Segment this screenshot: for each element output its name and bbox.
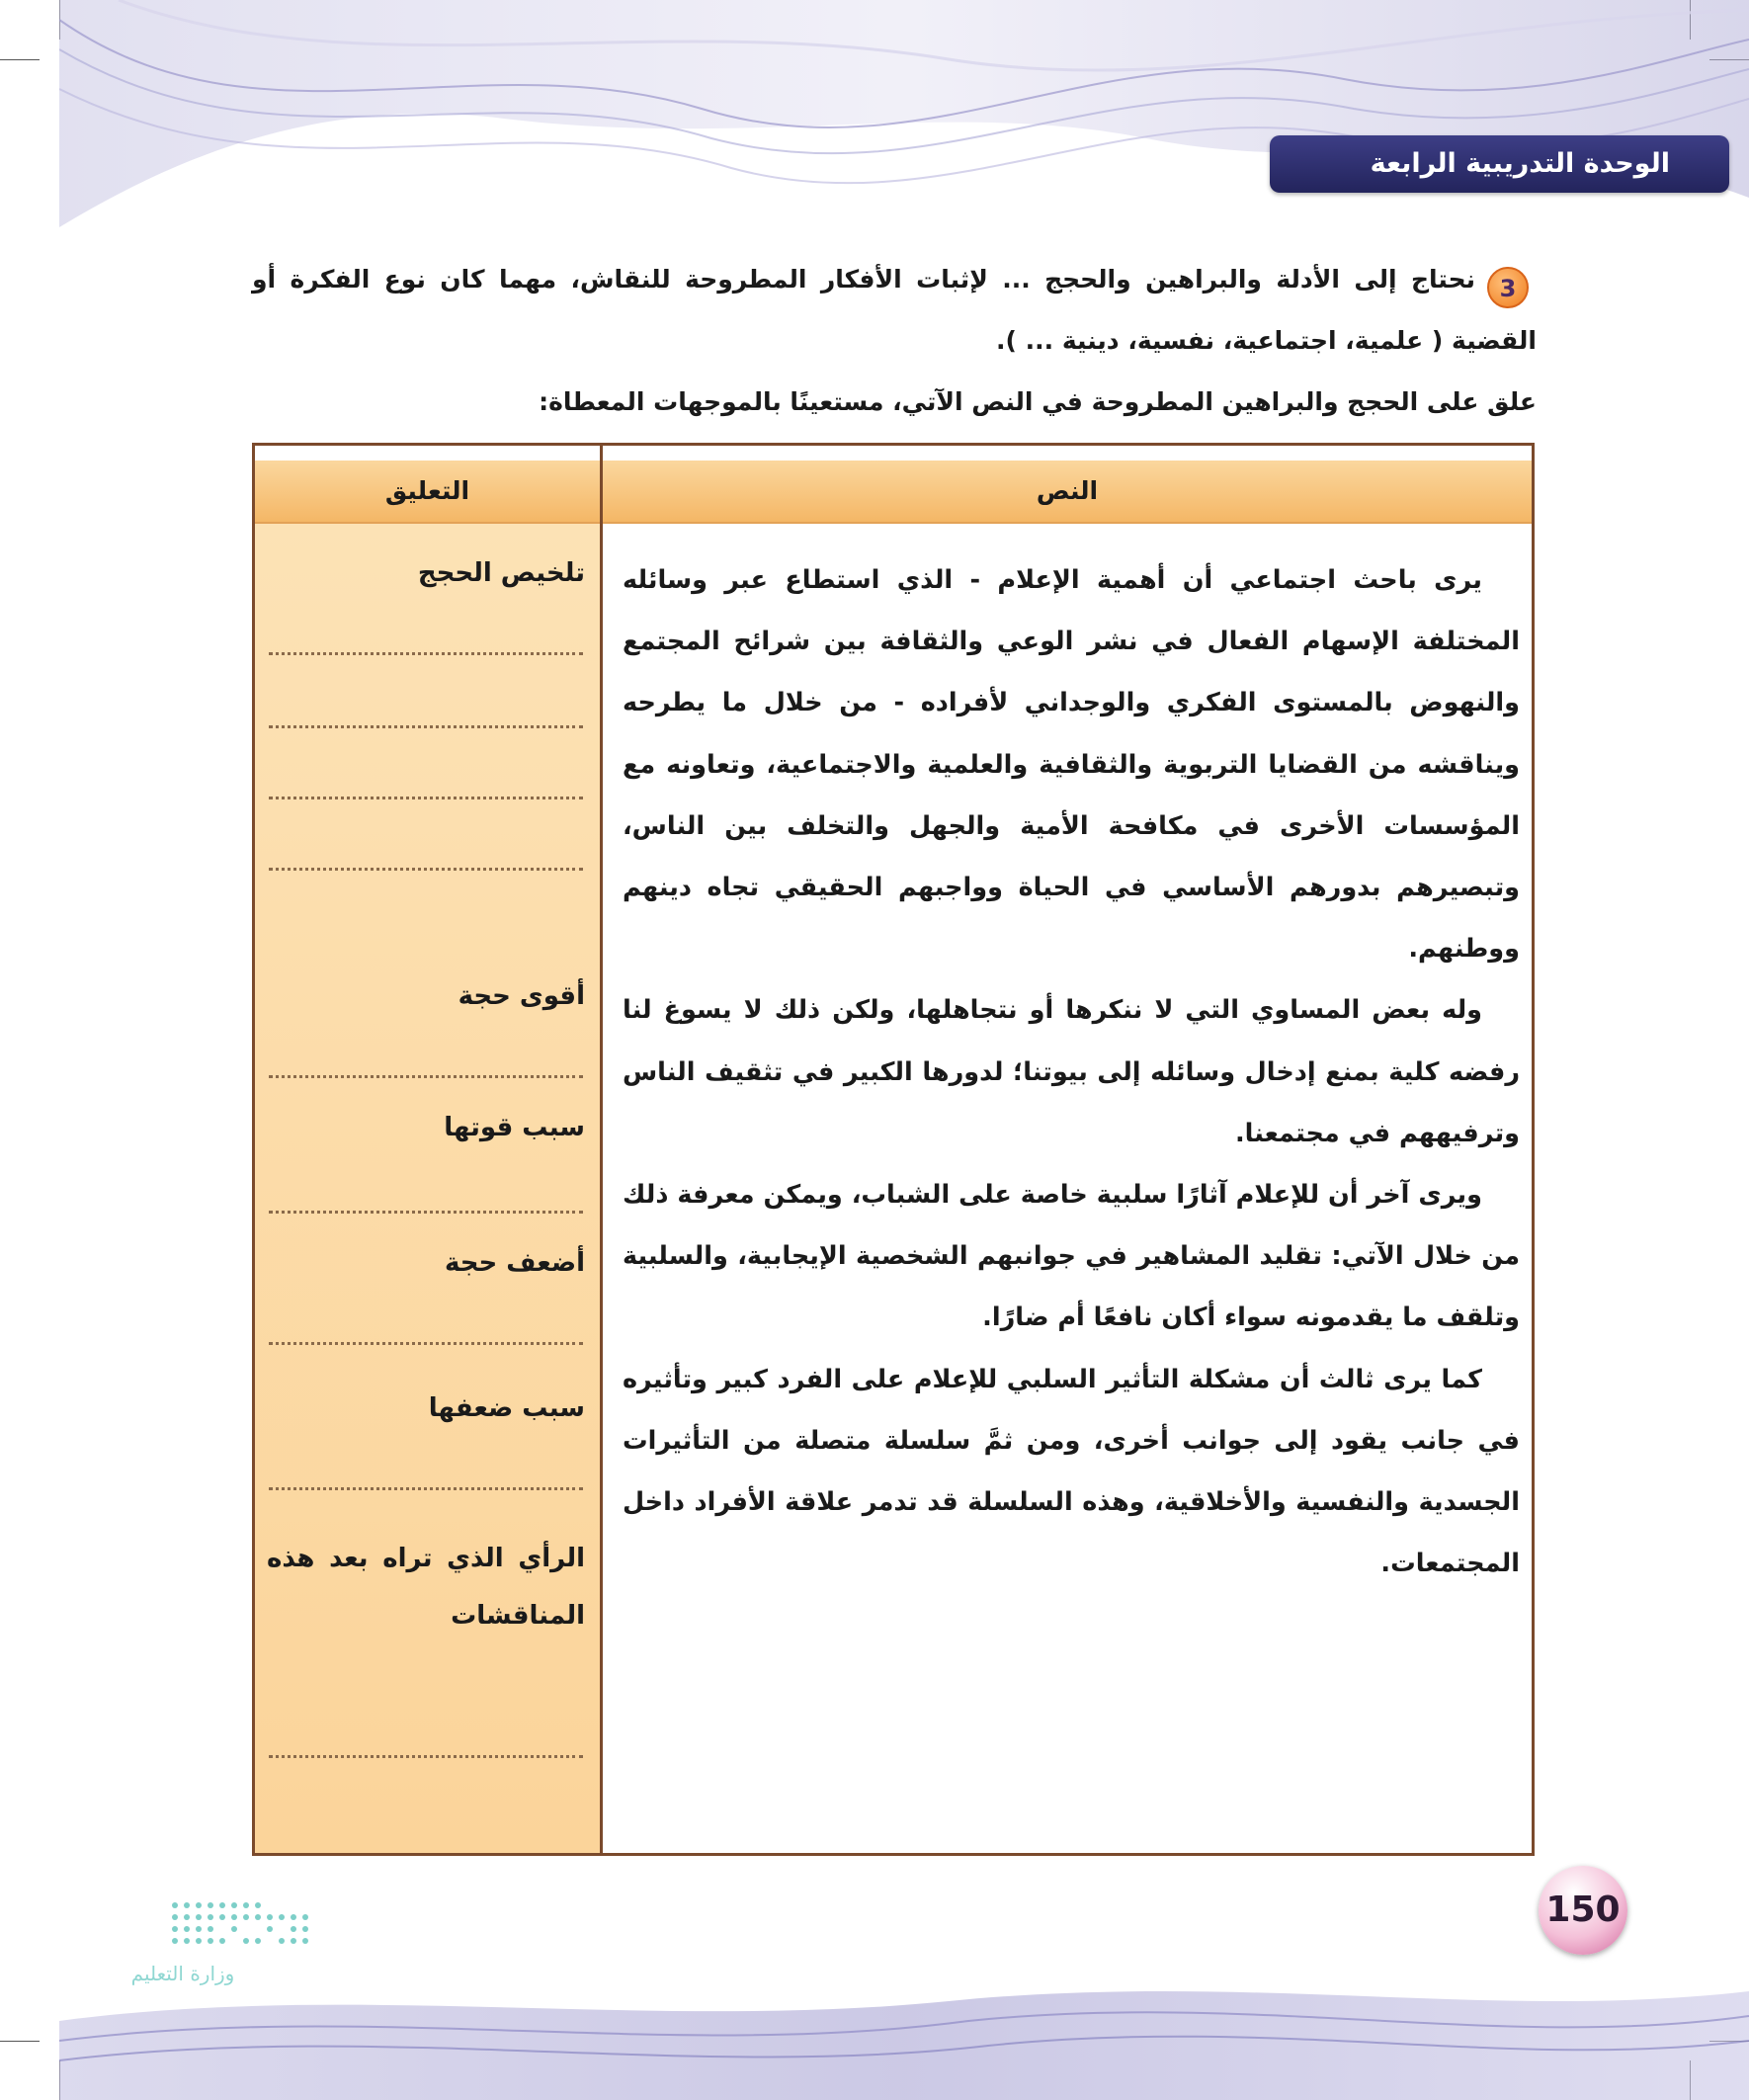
header-comment-column: التعليق — [384, 476, 470, 505]
page-number: 150 — [1539, 1866, 1627, 1955]
answer-line[interactable] — [269, 652, 583, 655]
question-line-1: نحتاج إلى الأدلة والبراهين والحجج ... لإثبات الأفكار المطروحة للنقاش، مهما كان نوع الفكرة أو — [252, 265, 1475, 294]
unit-title-banner: الوحدة التدريبية الرابعة — [1270, 135, 1729, 193]
question-instruction: علق على الحجج والبراهين المطروحة في النص الآتي، مستعينًا بالموجهات المعطاة: — [539, 387, 1537, 416]
answer-line[interactable] — [269, 1487, 583, 1490]
passage-paragraph: كما يرى ثالث أن مشكلة التأثير السلبي للإعلام على الفرد كبير وتأثيره في جانب يقود إلى جوانب أخرى، ومن ثمَّ سلسلة متصلة من التأثيرات الجسدية والنفسية والأخلاقية، وهذه السلسلة قد تدمر علاقة الأفراد داخل المجتمعات. — [623, 1364, 1520, 1579]
column-divider — [600, 443, 603, 1856]
label-opinion: الرأي الذي تراه بعد هذه المناقشات — [267, 1544, 585, 1631]
ministry-name: وزارة التعليم — [130, 1962, 235, 1985]
crop-mark — [0, 59, 40, 60]
header-wave-decoration — [59, 0, 1749, 257]
answer-line[interactable] — [269, 1075, 583, 1078]
answer-line[interactable] — [269, 1342, 583, 1345]
passage-paragraph: يرى باحث اجتماعي أن أهمية الإعلام - الذي استطاع عبر وسائله المختلفة الإسهام الفعال في نشر الوعي والثقافة بين شرائح المجتمع والنهوض بالمستوى الفكري والوجداني لأفراده - من خلال ما يطرحه ويناقشه من القضايا التربوية والثقافية والعلمية والاجتماعية، وتعاونه مع المؤسسات الأخرى في مكافحة الأمية والجهل والتخلف بين الناس، وتبصيرهم بدورهم الأساسي في الحياة وواجبهم الحقيقي تجاه دينهم ووطنهم. — [623, 565, 1520, 965]
answer-line[interactable] — [269, 1755, 583, 1758]
footer-wave-decoration — [59, 1962, 1749, 2100]
answer-line[interactable] — [269, 797, 583, 799]
answer-line[interactable] — [269, 725, 583, 728]
label-strongest: أقوى حجة — [458, 981, 585, 1011]
answer-line[interactable] — [269, 868, 583, 871]
question-number-badge: 3 — [1487, 267, 1529, 308]
passage-paragraph: وله بعض المساوي التي لا ننكرها أو نتجاهلها، ولكن ذلك لا يسوغ لنا رفضه كلية بمنع إدخال وسائله إلى بيوتنا؛ لدورها الكبير في تثقيف الناس وترفيههم في مجتمعنا. — [623, 995, 1520, 1148]
question-line-2: القضية ( علمية، اجتماعية، نفسية، دينية ... ). — [996, 326, 1537, 355]
label-strong-reason: سبب قوتها — [444, 1113, 585, 1142]
label-weak-reason: سبب ضعفها — [428, 1393, 585, 1423]
crop-mark — [0, 2041, 40, 2042]
passage-paragraph: ويرى آخر أن للإعلام آثارًا سلبية خاصة على الشباب، ويمكن معرفة ذلك من خلال الآتي: تقليد المشاهير في جوانبهم الشخصية الإيجابية، والسلبية وتلقف ما يقدمونه سواء أكان نافعًا أم ضارًا. — [623, 1180, 1520, 1333]
passage-text — [623, 549, 1520, 1594]
answer-line[interactable] — [269, 1211, 583, 1214]
label-weakest: أضعف حجة — [445, 1248, 585, 1278]
label-summary: تلخيص الحجج — [417, 558, 585, 588]
header-text-column: النص — [1036, 476, 1099, 505]
